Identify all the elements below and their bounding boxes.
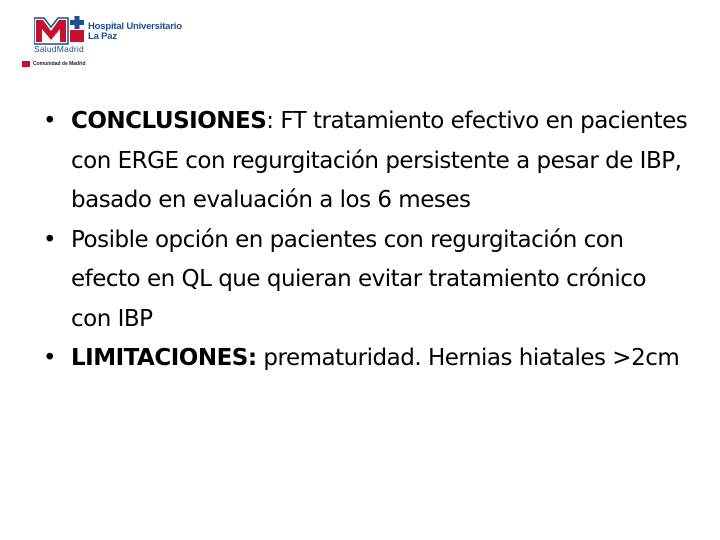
region-text: Comunidad de Madrid [33, 61, 86, 67]
bullet-text: Posible opción en pacientes con regurgitación con efecto en QL que quieran evitar tratamiento crónico con IBP [71, 226, 646, 332]
slide-body [40, 102, 690, 379]
bullet-icon: • [43, 108, 57, 134]
hospital-name-line-1: Hospital Universitario [88, 21, 182, 32]
bullet-icon: • [43, 345, 57, 371]
bullet-lead: CONCLUSIONES [71, 108, 267, 134]
bullet-list [40, 102, 690, 379]
bullet-posible-opcion [40, 221, 690, 340]
bullet-conclusiones [40, 102, 690, 221]
hospital-name [88, 22, 182, 42]
bullet-lead-suffix: : [266, 108, 274, 134]
salud-madrid-label: SaludMadrid [34, 44, 84, 54]
bullet-limitaciones [40, 339, 690, 379]
region-label [22, 60, 86, 68]
madrid-flag-icon [22, 61, 30, 67]
hospital-logo [34, 16, 214, 72]
bullet-icon: • [43, 226, 57, 253]
bullet-lead: LIMITACIONES: [71, 345, 257, 371]
bullet-text: FT tratamiento efectivo en pacientes con ERGE con regurgitación persistente a pesar de IBP, basado en evaluación a los 6 meses [71, 108, 688, 213]
bullet-text: prematuridad. Hernias hiatales >2cm [256, 345, 680, 371]
hospital-name-line-2: La Paz [88, 31, 117, 42]
